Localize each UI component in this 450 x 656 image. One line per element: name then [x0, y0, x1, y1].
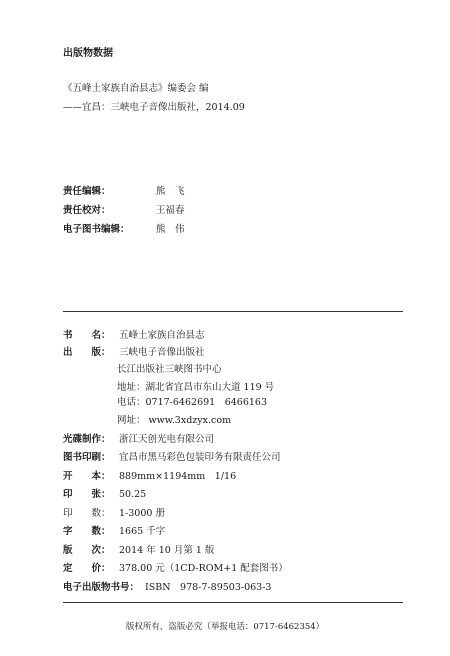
publisher-secondary: 长江出版社三峡图书中心 [117, 364, 222, 375]
staff-row-ebook-editor [63, 221, 185, 235]
field-label: 开 本： [63, 471, 111, 482]
field-value: 浙江天创光电有限公司 [119, 434, 215, 445]
field-value: 宜昌市黑马彩色包装印务有限责任公司 [119, 452, 281, 463]
publisher-website: 网址： www.3xdzyx.com [117, 415, 232, 426]
bottom-divider [63, 602, 403, 603]
field-value: 50.25 [119, 489, 147, 500]
copyright-notice: 版权所有，盗版必究（举报电话：0717-6462354） [125, 622, 325, 632]
row-format [63, 468, 236, 485]
field-label: 印 数： [63, 508, 111, 519]
staff-value: 王福春 [156, 205, 185, 216]
field-value: 三峡电子音像出版社 [119, 347, 205, 358]
staff-label: 责任校对： [63, 205, 111, 216]
cip-line-2: ——宜昌：三峡电子音像出版社，2014.09 [63, 102, 245, 113]
field-label: 定 价： [63, 563, 111, 574]
row-words [63, 523, 165, 540]
field-label: 光碟制作： [63, 434, 111, 445]
row-edition [63, 542, 214, 559]
field-label: 出 版： [63, 347, 111, 358]
staff-row-editor [63, 183, 185, 197]
field-label: 书 名： [63, 330, 111, 341]
field-value: 1665 千字 [119, 526, 166, 537]
field-label: 电子出版物书号： [63, 582, 140, 593]
field-value: 2014 年 10 月第 1 版 [119, 545, 215, 556]
staff-label: 电子图书编辑： [63, 224, 130, 235]
staff-value: 熊 飞 [156, 186, 185, 197]
field-value: 889mm×1194mm 1/16 [119, 471, 237, 482]
field-label: 字 数： [63, 526, 111, 537]
field-value: ISBN 978-7-89503-063-3 [145, 582, 272, 593]
row-sheets [63, 486, 146, 503]
row-price [63, 560, 288, 577]
field-value: 378.00 元（1CD-ROM+1 配套图书） [119, 563, 288, 574]
staff-value: 熊 伟 [156, 224, 185, 235]
field-value: 五峰土家族自治县志 [119, 330, 205, 341]
page-heading: 出版物数据 [63, 48, 113, 59]
row-printer [63, 449, 281, 466]
row-publisher [63, 344, 205, 361]
field-label: 版 次： [63, 545, 111, 556]
row-disc-maker [63, 431, 214, 448]
cip-line-1: 《五峰土家族自治县志》编委会 编 [63, 83, 209, 94]
top-divider [63, 311, 403, 312]
field-label: 图书印刷： [63, 452, 111, 463]
publisher-phone: 电话：0717-6462691 6466163 [117, 397, 268, 408]
field-label: 印 张： [63, 489, 111, 500]
staff-label: 责任编辑： [63, 186, 111, 197]
staff-row-proofreader [63, 202, 185, 216]
field-value: 1-3000 册 [119, 508, 165, 519]
row-copies [63, 505, 165, 522]
row-isbn [63, 579, 271, 596]
publisher-address: 地址：湖北省宜昌市东山大道 119 号 [117, 382, 275, 393]
row-title [63, 327, 205, 344]
